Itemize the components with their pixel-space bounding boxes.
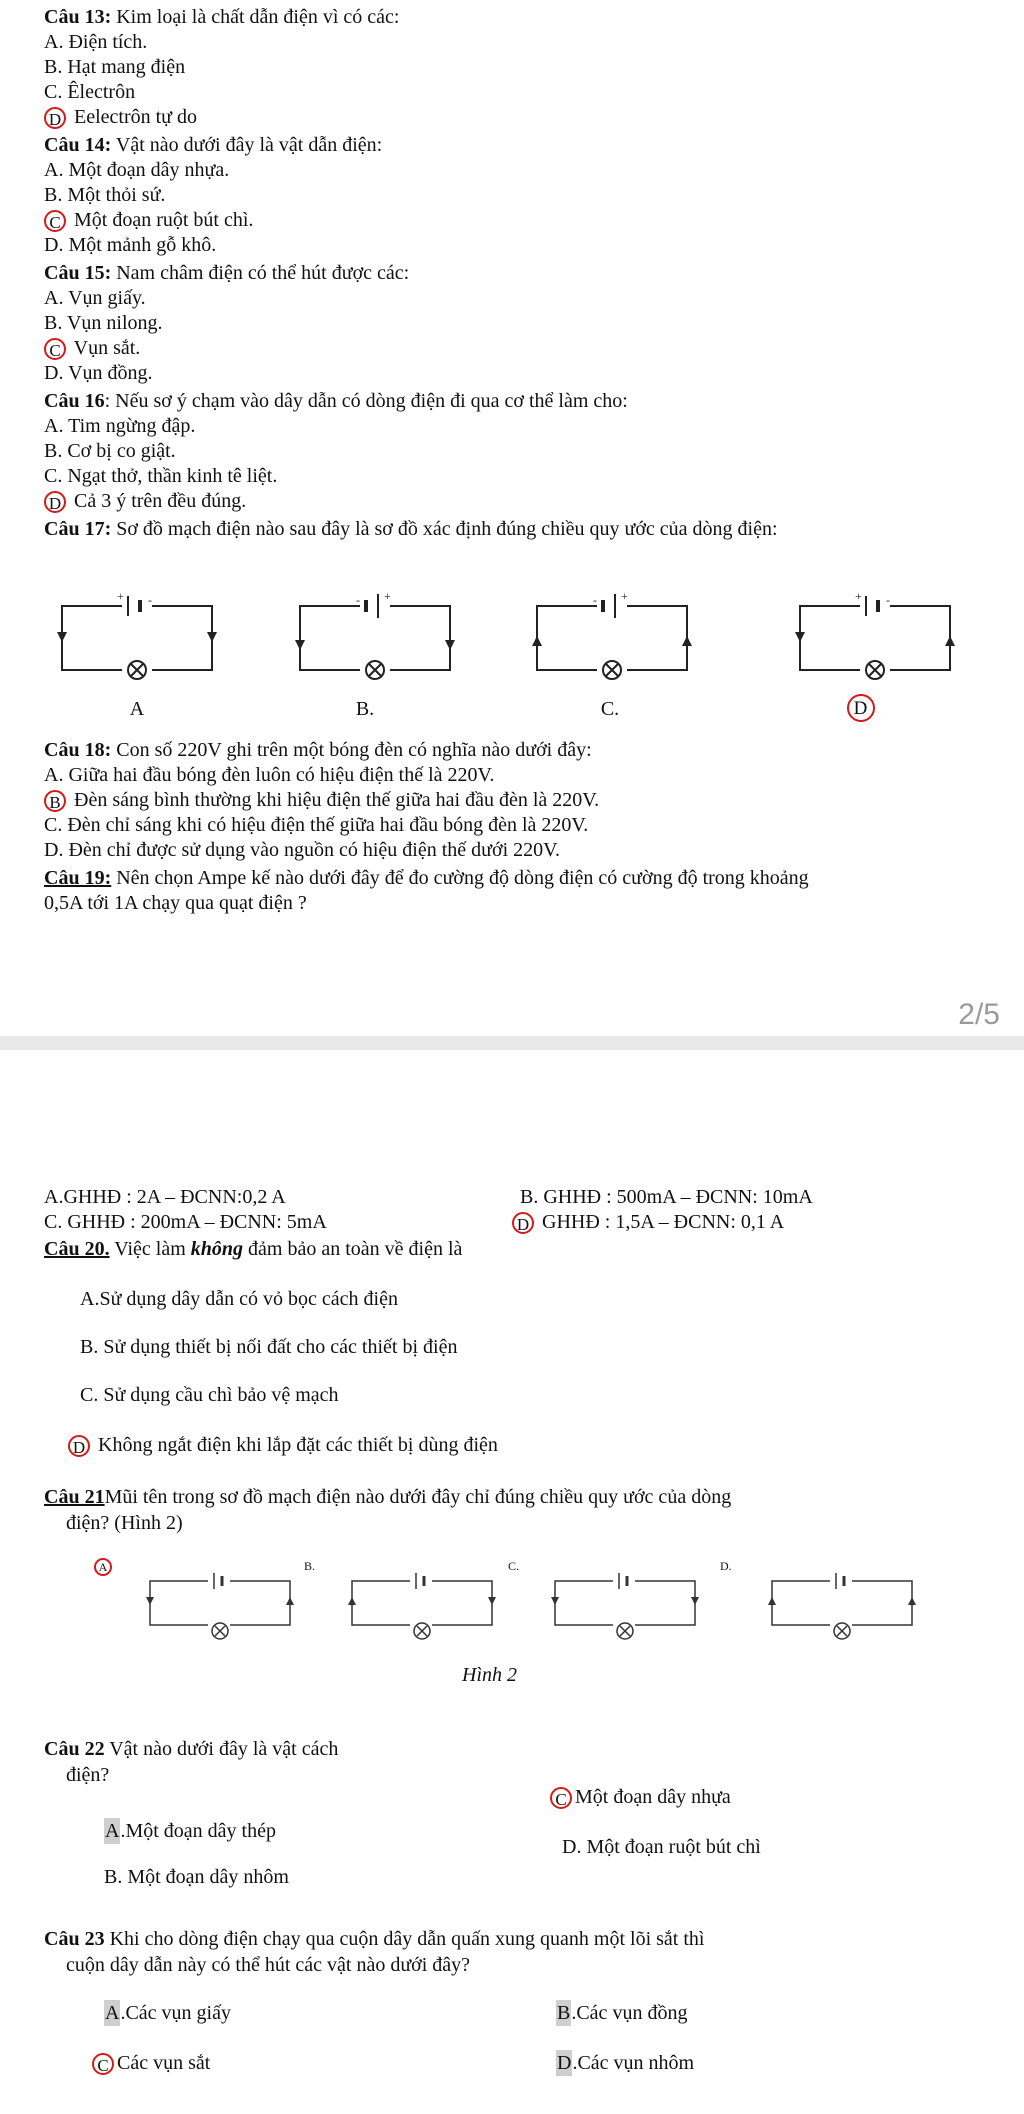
circuit21-b-label: B. [304, 1559, 316, 1573]
circuit21-diagram-c [555, 1575, 695, 1650]
answer-circle: C [550, 1787, 572, 1809]
question-21: Câu 21Mũi tên trong sơ đồ mạch điện nào dưới đây chỉ đúng chiều quy ước của dòng [44, 1486, 732, 1508]
q15-option-d: D. Vụn đồng. [44, 362, 153, 384]
answer-circle: D [68, 1435, 90, 1457]
q18-option-c: C. Đèn chỉ sáng khi có hiệu điện thế giữa hai đầu bóng đèn là 220V. [44, 814, 589, 836]
q20-option-c: C. Sử dụng cầu chì bảo vệ mạch [80, 1384, 339, 1406]
q13-option-d: D Eelectrôn tự do [44, 104, 197, 130]
circuit21-diagram-d [772, 1575, 912, 1650]
svg-text:-: - [593, 593, 597, 607]
answer-circle: C [92, 2053, 114, 2075]
highlight-mark: A [105, 1820, 120, 1842]
q20-option-b: B. Sử dụng thiết bị nối đất cho các thiết bị điện [80, 1336, 458, 1358]
svg-text:-: - [886, 593, 890, 607]
circuit21-d-svg [772, 1575, 912, 1645]
q18-option-d: D. Đèn chỉ được sử dụng vào nguồn có hiệu điện thế dưới 220V. [44, 839, 561, 861]
q22-option-b: B. Một đoạn dây nhôm [104, 1866, 289, 1888]
q23-option-a: A.Các vụn giấy [105, 2002, 231, 2024]
q22-option-c: C Một đoạn dây nhựa [550, 1784, 731, 1810]
q18-option-a: A. Giữa hai đầu bóng đèn luôn có hiệu điện thế là 220V. [44, 764, 495, 786]
q13-option-a: A. Điện tích. [44, 31, 148, 53]
svg-text:+: + [117, 589, 124, 603]
circuit21-diagram-b [352, 1575, 492, 1650]
q15-option-b: B. Vụn nilong. [44, 312, 163, 334]
question-20: Câu 20. Việc làm không đảm bảo an toàn về điện là [44, 1238, 463, 1260]
q23-option-c: C Các vụn sắt [92, 2050, 210, 2076]
question-16: Câu 16: Nếu sơ ý chạm vào dây dẫn có dòng điện đi qua cơ thể làm cho: [44, 390, 628, 412]
circuit-diagram-d [800, 589, 950, 693]
q14-option-c: C Một đoạn ruột bút chì. [44, 207, 253, 233]
q14-option-d: D. Một mảnh gỗ khô. [44, 234, 217, 256]
circuit-c-label: C. [600, 698, 620, 720]
q16-option-b: B. Cơ bị co giật. [44, 440, 176, 462]
circuit21-d-label: D. [720, 1559, 732, 1573]
circuit21-b-svg [352, 1575, 492, 1645]
page-indicator: 2/5 [958, 998, 1000, 1031]
document-page-1 [0, 0, 1024, 1036]
q13-option-b: B. Hạt mang điện [44, 56, 186, 78]
svg-text:-: - [148, 593, 152, 607]
question-14: Câu 14: Vật nào dưới đây là vật dẫn điện: [44, 134, 383, 156]
q16-option-c: C. Ngạt thở, thần kinh tê liệt. [44, 465, 278, 487]
highlight-mark: A [105, 2002, 120, 2024]
question-22: Câu 22 Vật nào dưới đây là vật cách [44, 1738, 339, 1760]
q13-option-c: C. Êlectrôn [44, 81, 136, 103]
question-19: Câu 19: Nên chọn Ampe kế nào dưới đây để đo cường độ dòng điện có cường độ trong khoảng [44, 867, 809, 889]
svg-text:+: + [621, 589, 628, 603]
q15-option-a: A. Vụn giấy. [44, 287, 146, 309]
circuit-diagram-a [62, 589, 212, 693]
answer-circle: A [94, 1558, 112, 1576]
circuit21-diagram-a [150, 1575, 290, 1650]
svg-text:+: + [855, 589, 862, 603]
answer-circle: C [44, 210, 66, 232]
q20-option-a: A.Sử dụng dây dẫn có vỏ bọc cách điện [80, 1288, 398, 1310]
page-separator [0, 1036, 1024, 1050]
answer-circle: D [512, 1212, 534, 1234]
q20-option-d: D Không ngắt điện khi lắp đặt các thiết bị dùng điện [68, 1432, 498, 1458]
q22-option-d: D. Một đoạn ruột bút chì [562, 1836, 761, 1858]
circuit-b-svg [300, 589, 450, 688]
svg-text:+: + [384, 589, 391, 603]
q22-option-a: A.Một đoạn dây thép [105, 1820, 276, 1842]
q19-option-a: A.GHHĐ : 2A – ĐCNN:0,2 A [44, 1186, 286, 1208]
highlight-mark: B [557, 2002, 571, 2024]
q23-option-d: D.Các vụn nhôm [557, 2052, 695, 2074]
q19-option-c: C. GHHĐ : 200mA – ĐCNN: 5mA [44, 1211, 327, 1233]
svg-text:-: - [356, 593, 360, 607]
q15-option-c: C Vụn sắt. [44, 335, 140, 361]
circuit-c-svg [537, 589, 687, 688]
question-21-cont: điện? (Hình 2) [66, 1512, 183, 1534]
circuit-a-label: A [129, 698, 145, 720]
circuit-d-svg [800, 589, 950, 688]
answer-circle: B [44, 790, 66, 812]
question-22-cont: điện? [66, 1764, 110, 1786]
q14-option-a: A. Một đoạn dây nhựa. [44, 159, 230, 181]
q19-option-b: B. GHHĐ : 500mA – ĐCNN: 10mA [520, 1186, 813, 1208]
circuit21-a-label [94, 1550, 115, 1576]
answer-circle: C [44, 338, 66, 360]
answer-circle: D [847, 694, 875, 722]
answer-circle: D [44, 491, 66, 513]
question-13: Câu 13: Kim loại là chất dẫn điện vì có các: [44, 6, 400, 28]
circuit-b-label: B. [355, 698, 375, 720]
circuit-diagram-b [300, 589, 450, 693]
document-page-2 [0, 1050, 1024, 2114]
circuit-d-label [842, 694, 882, 722]
circuit21-c-svg [555, 1575, 695, 1645]
question-23-cont: cuộn dây dẫn này có thể hút các vật nào dưới đây? [66, 1954, 471, 1976]
question-23: Câu 23 Khi cho dòng điện chạy qua cuộn dây dẫn quấn xung quanh một lõi sắt thì [44, 1928, 705, 1950]
question-18: Câu 18: Con số 220V ghi trên một bóng đèn có nghĩa nào dưới đây: [44, 739, 592, 761]
question-19-cont: 0,5A tới 1A chạy qua quạt điện ? [44, 892, 307, 914]
question-15: Câu 15: Nam châm điện có thể hút được các: [44, 262, 410, 284]
q16-option-a: A. Tim ngừng đập. [44, 415, 196, 437]
figure-caption: Hình 2 [462, 1664, 517, 1686]
q16-option-d: D Cả 3 ý trên đều đúng. [44, 488, 246, 514]
q14-option-b: B. Một thỏi sứ. [44, 184, 166, 206]
q23-option-b: B.Các vụn đồng [557, 2002, 688, 2024]
circuit21-c-label: C. [508, 1559, 520, 1573]
answer-circle: D [44, 107, 66, 129]
question-17: Câu 17: Sơ đồ mạch điện nào sau đây là sơ đồ xác định đúng chiều quy ước của dòng điện: [44, 518, 778, 540]
circuit21-a-svg [150, 1575, 290, 1645]
circuit-diagram-c [537, 589, 687, 693]
q19-option-d: D GHHĐ : 1,5A – ĐCNN: 0,1 A [512, 1209, 784, 1235]
circuit-a-svg [62, 589, 212, 688]
q18-option-b: B Đèn sáng bình thường khi hiệu điện thế giữa hai đầu đèn là 220V. [44, 787, 599, 813]
highlight-mark: D [557, 2052, 572, 2074]
